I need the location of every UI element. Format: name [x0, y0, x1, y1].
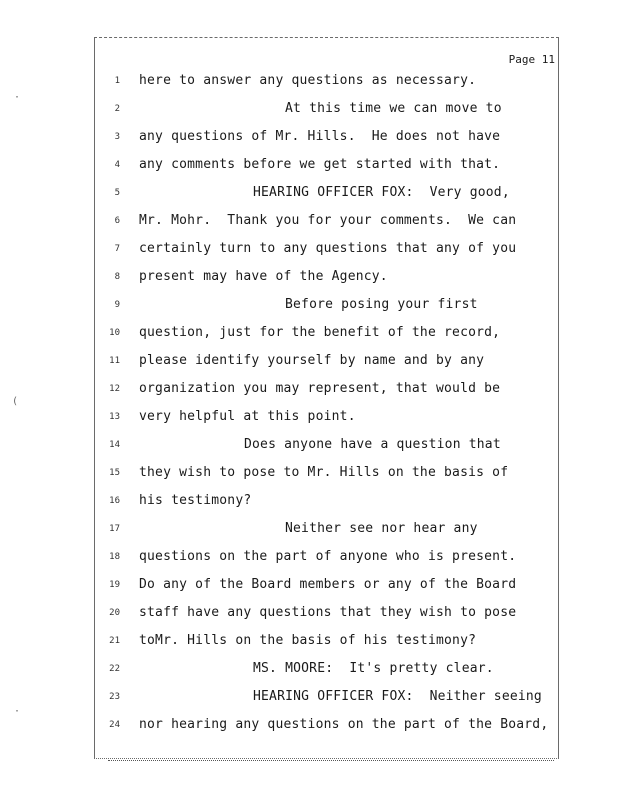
line-text: toMr. Hills on the basis of his testimony? — [139, 633, 477, 648]
transcript-line — [0, 547, 618, 567]
transcript-line — [0, 239, 618, 259]
line-text: Before posing your first — [285, 297, 478, 312]
line-number: 17 — [109, 524, 120, 534]
line-number: 14 — [109, 440, 120, 450]
line-text: any questions of Mr. Hills. He does not have — [139, 129, 501, 144]
line-number: 9 — [114, 300, 120, 310]
line-text: Neither see nor hear any — [285, 521, 478, 536]
transcript-line — [0, 715, 618, 735]
line-text: his testimony? — [139, 493, 252, 508]
transcript-line — [0, 323, 618, 343]
transcript-line — [0, 267, 618, 287]
transcript-line — [0, 575, 618, 595]
line-text: present may have of the Agency. — [139, 269, 388, 284]
transcript-line — [0, 519, 618, 539]
transcript-line — [0, 351, 618, 371]
footer-divider — [108, 760, 554, 765]
line-number: 20 — [109, 608, 120, 618]
transcript-line — [0, 463, 618, 483]
transcript-line — [0, 659, 618, 679]
line-text: Mr. Mohr. Thank you for your comments. We can — [139, 213, 517, 228]
line-text: questions on the part of anyone who is present. — [139, 549, 517, 564]
transcript-line — [0, 631, 618, 651]
line-text: organization you may represent, that would be — [139, 381, 501, 396]
transcript-line — [0, 603, 618, 623]
transcript-line — [0, 295, 618, 315]
line-number: 10 — [109, 328, 120, 338]
page-number: Page 11 — [508, 53, 555, 66]
line-text: HEARING OFFICER FOX: Neither seeing — [253, 689, 542, 704]
transcript-line — [0, 99, 618, 119]
line-number: 12 — [109, 384, 120, 394]
line-number: 8 — [114, 272, 120, 282]
line-text: certainly turn to any questions that any of you — [139, 241, 517, 256]
line-number: 22 — [109, 664, 120, 674]
line-text: here to answer any questions as necessary. — [139, 73, 477, 88]
margin-dot-mark: · — [14, 706, 21, 717]
transcript-line — [0, 435, 618, 455]
transcript-line — [0, 155, 618, 175]
line-number: 4 — [114, 160, 120, 170]
transcript-line — [0, 379, 618, 399]
line-number: 7 — [114, 244, 120, 254]
margin-paren-mark: ( — [12, 396, 19, 407]
line-number: 16 — [109, 496, 120, 506]
line-number: 2 — [114, 104, 120, 114]
transcript-line — [0, 71, 618, 91]
line-number: 5 — [114, 188, 120, 198]
line-text: very helpful at this point. — [139, 409, 356, 424]
line-text: At this time we can move to — [285, 101, 502, 116]
transcript-line — [0, 491, 618, 511]
line-number: 1 — [114, 76, 120, 86]
line-text: they wish to pose to Mr. Hills on the basis of — [139, 465, 509, 480]
line-number: 24 — [109, 720, 120, 730]
line-number: 6 — [114, 216, 120, 226]
line-text: question, just for the benefit of the record, — [139, 325, 501, 340]
line-text: any comments before we get started with that. — [139, 157, 501, 172]
line-text: Does anyone have a question that — [244, 437, 501, 452]
line-text: please identify yourself by name and by any — [139, 353, 485, 368]
transcript-line — [0, 407, 618, 427]
line-number: 18 — [109, 552, 120, 562]
margin-dot-mark: · — [14, 92, 21, 103]
line-text: HEARING OFFICER FOX: Very good, — [253, 185, 510, 200]
line-text: nor hearing any questions on the part of the Board, — [139, 717, 549, 732]
line-text: Do any of the Board members or any of the Board — [139, 577, 517, 592]
transcript-line — [0, 127, 618, 147]
line-number: 19 — [109, 580, 120, 590]
line-text: staff have any questions that they wish to pose — [139, 605, 517, 620]
line-number: 3 — [114, 132, 120, 142]
transcript-line — [0, 687, 618, 707]
line-number: 11 — [109, 356, 120, 366]
line-number: 21 — [109, 636, 120, 646]
line-number: 15 — [109, 468, 120, 478]
line-number: 13 — [109, 412, 120, 422]
transcript-line — [0, 211, 618, 231]
line-text: MS. MOORE: It's pretty clear. — [253, 661, 494, 676]
line-number: 23 — [109, 692, 120, 702]
transcript-line — [0, 183, 618, 203]
